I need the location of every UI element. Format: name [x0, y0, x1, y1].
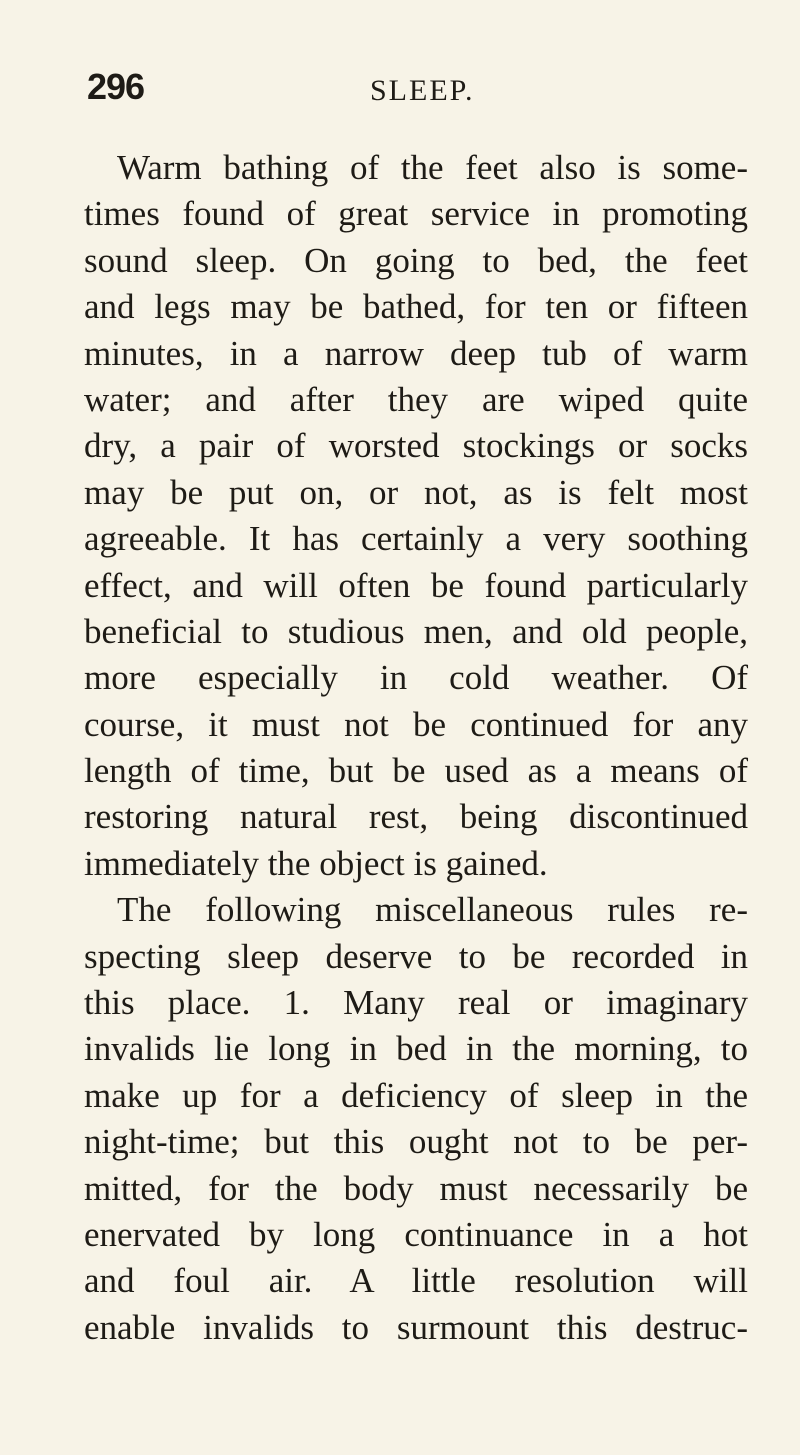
text-line: may be put on, or not, as is felt most	[84, 472, 748, 512]
text-line: agreeable. It has certainly a very soothing	[84, 519, 748, 559]
text-line: water; and after they are wiped quite	[84, 379, 748, 419]
body-text	[84, 145, 748, 1351]
text-line: enable invalids to surmount this destruc-	[84, 1307, 748, 1347]
text-line: minutes, in a narrow deep tub of warm	[84, 333, 748, 373]
text-line: enervated by long continuance in a hot	[84, 1214, 748, 1254]
text-line: restoring natural rest, being discontinued	[84, 797, 748, 837]
text-line: times found of great service in promoting	[84, 194, 748, 234]
text-line: make up for a deficiency of sleep in the	[84, 1075, 748, 1115]
text-line: Warm bathing of the feet also is some-	[117, 148, 748, 187]
text-line: sound sleep. On going to bed, the feet	[84, 240, 748, 280]
running-title: SLEEP.	[370, 74, 475, 107]
text-line: specting sleep deserve to be recorded in	[84, 936, 748, 976]
text-line: course, it must not be continued for any	[84, 704, 748, 744]
text-line: beneficial to studious men, and old people,	[84, 611, 748, 651]
text-line: effect, and will often be found particularly	[84, 565, 748, 605]
text-line: and legs may be bathed, for ten or fifteen	[84, 287, 748, 327]
text-line: and foul air. A little resolution will	[84, 1261, 748, 1301]
text-line: The following miscellaneous rules re-	[117, 890, 748, 930]
text-line: more especially in cold weather. Of	[84, 658, 748, 698]
text-line: invalids lie long in bed in the morning, to	[84, 1029, 748, 1069]
page-header	[87, 66, 747, 116]
page-number: 296	[87, 66, 145, 107]
text-line: mitted, for the body must necessarily be	[84, 1168, 748, 1208]
text-line: this place. 1. Many real or imaginary	[84, 983, 748, 1023]
text-line: immediately the object is gained.	[84, 843, 548, 883]
text-line: night-time; but this ought not to be per-	[84, 1122, 748, 1162]
text-line: length of time, but be used as a means of	[84, 751, 748, 791]
text-line: dry, a pair of worsted stockings or socks	[84, 426, 748, 466]
